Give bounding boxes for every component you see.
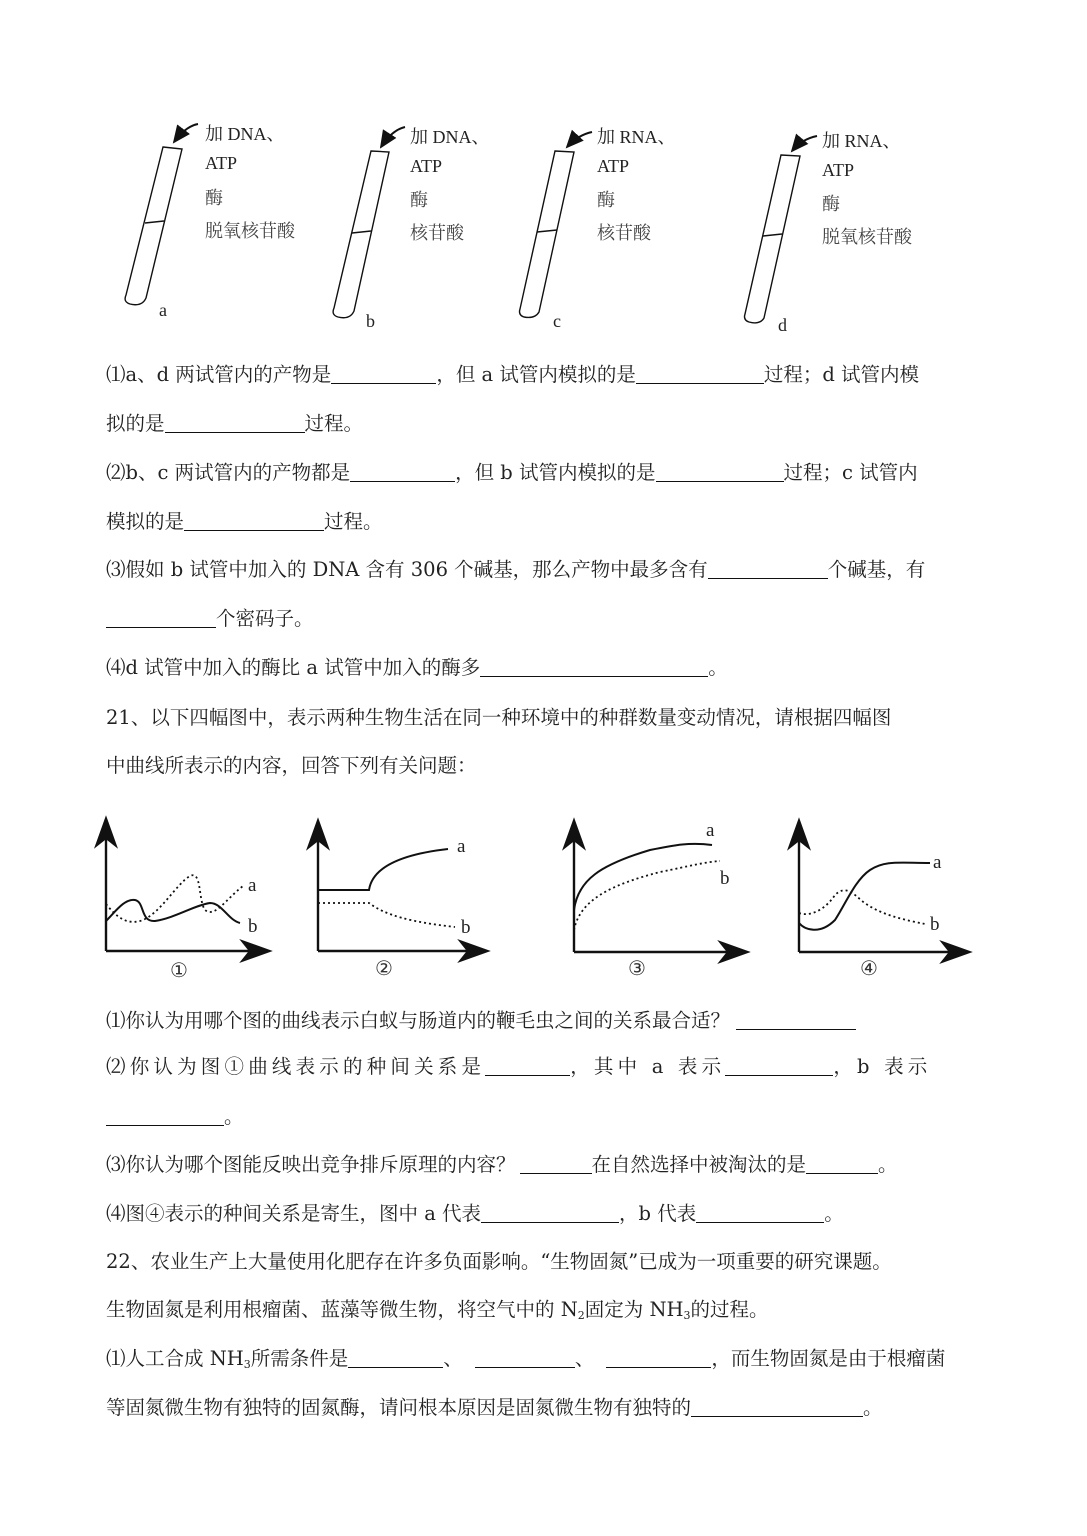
tube-a-reagent-2: ATP [205,153,238,173]
q22-intro-line1: 22、农业生产上大量使用化肥存在许多负面影响。“生物固氮”已成为一项重要的研究课题。 [106,1250,892,1273]
q20-part4: ⑷d 试管中加入的酶比 a 试管中加入的酶多 。 [106,656,728,679]
curve-solid [799,863,930,930]
tube-b-reagent-1: 加 DNA、 [410,127,490,147]
q21-part3: ⑶你认为哪个图能反映出竞争排斥原理的内容？ 在自然选择中被淘汰的是 。 [106,1153,898,1176]
tube-d-reagent-1: 加 RNA、 [822,131,901,151]
answer-blank[interactable] [475,1349,575,1368]
tube-c-label: c [553,311,561,331]
tube-a-reagent-3: 酶 [205,188,223,208]
q21-part2-line1: ⑵你认为图①曲线表示的种间关系是 ，其中 a 表示 ，b 表示 [106,1055,932,1078]
curve-solid [318,849,448,890]
graph-2-title: ② [375,956,393,980]
q20-part1-line1: ⑴a、d 两试管内的产物是 ，但 a 试管内模拟的是 过程；d 试管内模 [106,363,920,386]
tube-a-reagent-4: 脱氧核苷酸 [205,221,295,241]
graph-1 [106,820,268,951]
tube-b-reagent-2: ATP [410,156,443,176]
answer-blank[interactable] [481,1204,619,1223]
tube-c-reagent-1: 加 RNA、 [597,127,676,147]
tube-d-label: d [778,315,787,335]
tube-c-reagent-4: 核苷酸 [597,223,651,243]
tube-b-label: b [366,311,375,331]
q22-part1-line1: ⑴人工合成 $NH_3$所需条件是 、 、 ，而生物固氮是由于根瘤菌 [106,1347,946,1371]
q20-part2-line1: ⑵b、c 两试管内的产物都是 ，但 b 试管内模拟的是 过程；c 试管内 [106,461,918,484]
curve-dotted [799,890,925,924]
answer-blank[interactable] [696,1204,824,1223]
q20-part3-line2: 个密码子。 [106,607,314,631]
graph-4-label-a: a [933,852,942,873]
tube-c-reagent-2: ATP [597,156,630,176]
tube-b-reagent-3: 酶 [410,190,428,210]
graph-1-label-b: b [248,916,258,937]
curve-dotted [574,861,720,930]
graph-4-label-b: b [930,914,940,935]
answer-blank[interactable] [736,1011,856,1030]
answer-blank[interactable] [691,1398,863,1417]
graph-2-label-a: a [457,836,466,857]
answer-blank[interactable] [806,1155,878,1174]
graph-1-label-a: a [248,875,257,896]
q20-part3-line1: ⑶假如 b 试管中加入的 DNA 含有 306 个碱基，那么产物中最多含有 个碱基，有 [106,558,926,581]
q22-intro-line2: 生物固氮是利用根瘤菌、蓝藻等微生物，将空气中的 $N_2$固定为 $NH_3$的过程。 [106,1298,769,1322]
tube-b-reagent-4: 核苷酸 [410,223,464,243]
graph-4-title: ④ [860,956,878,980]
q22-part1-line2: 等固氮微生物有独特的固氮酶，请问根本原因是固氮微生物有独特的 。 [106,1396,883,1419]
q21-part2-line2: 。 [106,1105,244,1129]
q21-part1: ⑴你认为用哪个图的曲线表示白蚁与肠道内的鞭毛虫之间的关系最合适？ [106,1009,856,1033]
curve-solid [106,900,240,923]
answer-blank[interactable] [348,1349,443,1368]
answer-blank[interactable] [606,1349,711,1368]
graph-1-title: ① [170,958,188,982]
graph-2-label-b: b [461,917,471,938]
tube-a-label: a [159,300,167,320]
answer-blank[interactable] [725,1057,833,1076]
q20-part1-line2: 拟的是 过程。 [106,412,364,435]
answer-blank[interactable] [520,1155,592,1174]
graph-3-label-a: a [706,820,715,841]
answer-blank[interactable] [106,1107,224,1126]
tube-d-reagent-2: ATP [822,160,855,180]
q20-part2-line2: 模拟的是 过程。 [106,510,383,533]
curve-dotted [318,903,455,927]
tube-d-reagent-4: 脱氧核苷酸 [822,227,912,247]
tube-c-reagent-3: 酶 [597,190,615,210]
tube-d-reagent-3: 酶 [822,194,840,214]
graph-4 [799,822,968,952]
answer-blank[interactable] [485,1057,570,1076]
q21-intro-line1: 21、以下四幅图中，表示两种生物生活在同一种环境中的种群数量变动情况，请根据四幅图 [106,706,892,729]
graph-3-title: ③ [628,956,646,980]
q21-intro-line2: 中曲线所表示的内容，回答下列有关问题： [106,754,477,777]
tube-a-reagent-1: 加 DNA、 [205,124,285,144]
q21-part4: ⑷图④表示的种间关系是寄生，图中 a 代表 ，b 代表 。 [106,1202,844,1225]
graph-3-label-b: b [720,868,730,889]
